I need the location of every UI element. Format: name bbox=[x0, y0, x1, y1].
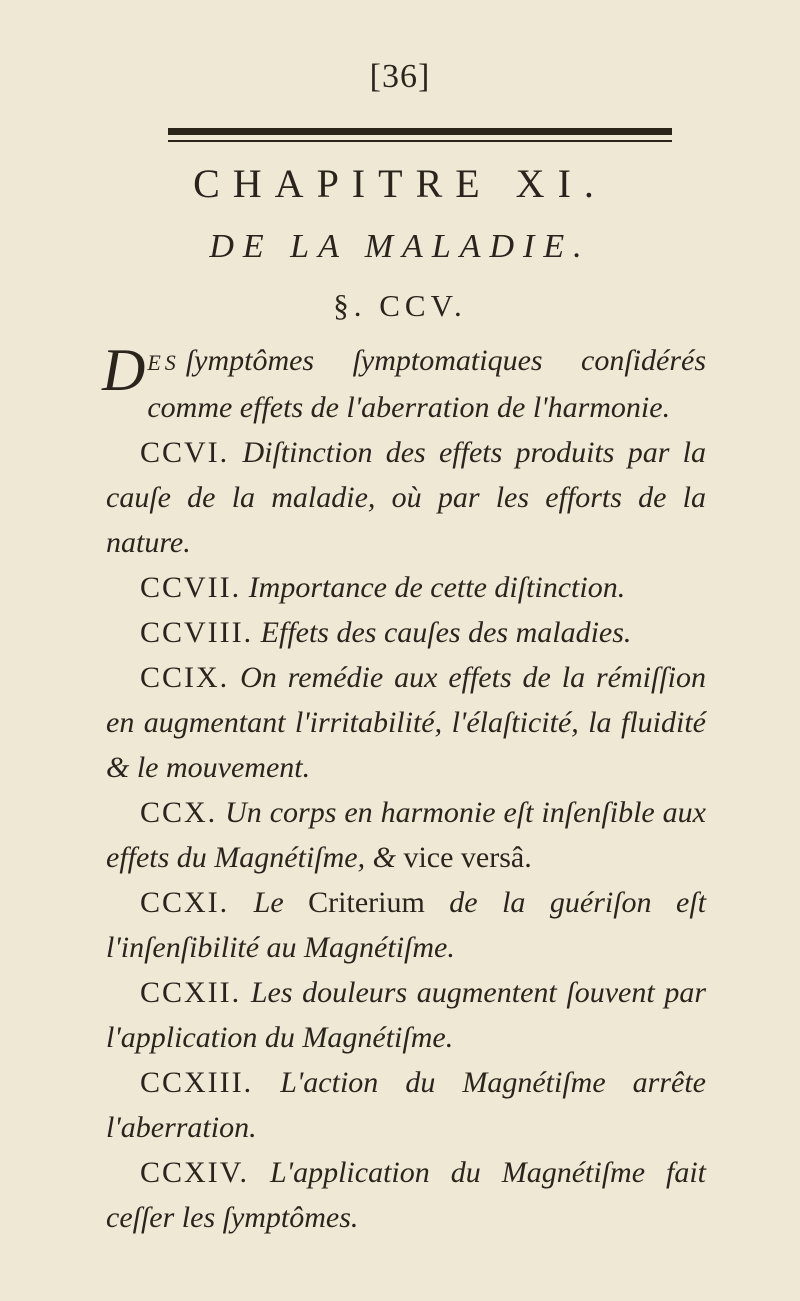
entry-ccxii bbox=[106, 970, 706, 1060]
entry-number: CCXIV. bbox=[140, 1156, 249, 1189]
entry-text: Le bbox=[253, 886, 284, 919]
chapter-subtitle: DE LA MALADIE. bbox=[209, 228, 591, 265]
entry-roman-text: vice versâ. bbox=[403, 841, 532, 874]
entry-ccxiii bbox=[106, 1060, 706, 1150]
entry-text: Les douleurs augmentent ſouvent par l'application du Magnétiſme. bbox=[106, 976, 706, 1054]
entry-text: L'application du Magnétiſme fait ceſſer les ſymptômes. bbox=[106, 1156, 707, 1234]
entry-number: CCX. bbox=[140, 796, 218, 829]
header-rule-thin bbox=[168, 140, 672, 142]
entry-ccv bbox=[102, 337, 706, 430]
entry-number: CCVI. bbox=[140, 436, 230, 469]
entry-roman-text: Criterium bbox=[308, 886, 425, 919]
entry-text: L'action du Magnétiſme arrête l'aberration. bbox=[106, 1066, 707, 1144]
entry-ccviii bbox=[106, 610, 706, 655]
header-rule-thick bbox=[168, 128, 672, 135]
entry-ccxiv bbox=[106, 1150, 706, 1240]
entry-text: ſymptômes ſymptomatiques conſidérés comme effets de l'aberration de l'harmonie. bbox=[147, 344, 706, 424]
entry-number: CCXIII. bbox=[140, 1066, 254, 1099]
entry-number: CCVIII. bbox=[140, 616, 254, 649]
entry-text: de la guériſon eſt l'inſenſibilité au Magnétiſme. bbox=[106, 886, 707, 964]
entry-text: Diſtinction des effets produits par la cauſe de la maladie, où par les efforts de la nature. bbox=[106, 436, 706, 559]
section-label: §. CCV. bbox=[333, 288, 467, 323]
chapter-title: CHAPITRE XI. bbox=[193, 161, 607, 206]
entry-lead: ES bbox=[147, 350, 180, 375]
entry-text: Un corps en harmonie eſt inſenſible aux effets du Magnétiſme, & bbox=[106, 796, 706, 874]
entry-text: Effets des cauſes des maladies. bbox=[260, 616, 632, 649]
drop-cap: D bbox=[102, 337, 146, 403]
entry-ccvi bbox=[106, 430, 706, 565]
page-number: [36] bbox=[369, 58, 431, 95]
entry-number: CCXI. bbox=[140, 886, 230, 919]
entry-ccvii bbox=[106, 565, 706, 610]
entry-ccx bbox=[106, 790, 706, 880]
entry-ccix bbox=[106, 655, 706, 790]
entry-text: Importance de cette diſtinction. bbox=[248, 571, 626, 604]
entry-text: On remédie aux effets de la rémiſſion en augmentant l'irritabilité, l'élaſticité, la fluidité & le mouvement. bbox=[106, 661, 707, 784]
entry-ccxi bbox=[106, 880, 706, 970]
entry-number: CCVII. bbox=[140, 571, 242, 604]
entry-number: CCIX. bbox=[140, 661, 230, 694]
entry-number: CCXII. bbox=[140, 976, 242, 1009]
summary-text bbox=[102, 337, 707, 1240]
